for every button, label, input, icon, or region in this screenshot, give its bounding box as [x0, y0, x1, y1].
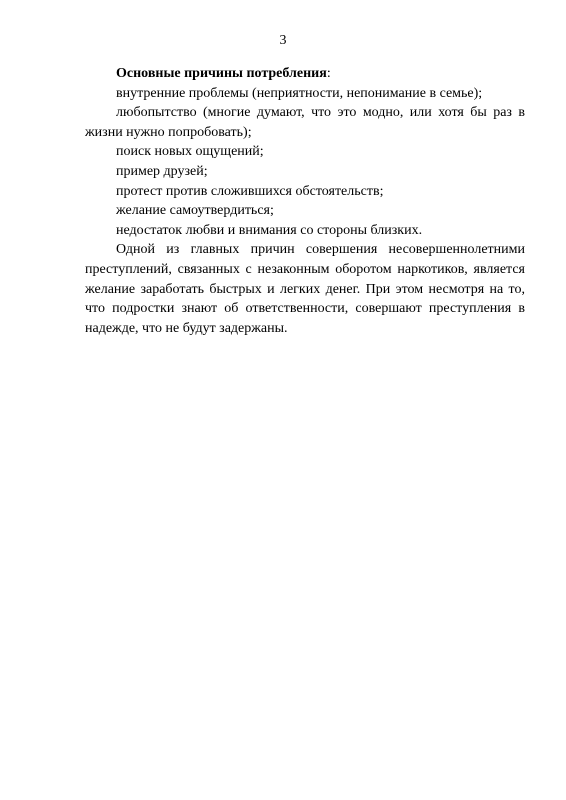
heading-bold-text: Основные причины потребления — [116, 66, 327, 81]
page-content — [85, 64, 525, 338]
list-item: протест против сложившихся обстоятельств; — [116, 183, 384, 199]
body-paragraph: Одной из главных причин совершения несовершеннолетними преступлений, связанных с незаконным оборотом наркотиков, является желание заработать быстрых и легких денег. При этом несмотря на то, что подростки знают об ответственности, совершают преступления в надежде, что не будут задержаны. — [85, 242, 525, 336]
list-item: желание самоутвердиться; — [116, 203, 274, 219]
list-item: внутренние проблемы (неприятности, непонимание в семье); — [116, 85, 483, 101]
list-item: поиск новых ощущений; — [116, 144, 264, 160]
heading-suffix: : — [326, 66, 331, 81]
section-heading — [85, 64, 525, 84]
list-item: любопытство (многие думают, что это модно, или хотя бы раз в жизни нужно попробовать); — [85, 105, 525, 140]
list-item: пример друзей; — [116, 163, 208, 179]
page-number: 3 — [279, 33, 287, 48]
list-item: недостаток любви и внимания со стороны близких. — [116, 222, 423, 238]
